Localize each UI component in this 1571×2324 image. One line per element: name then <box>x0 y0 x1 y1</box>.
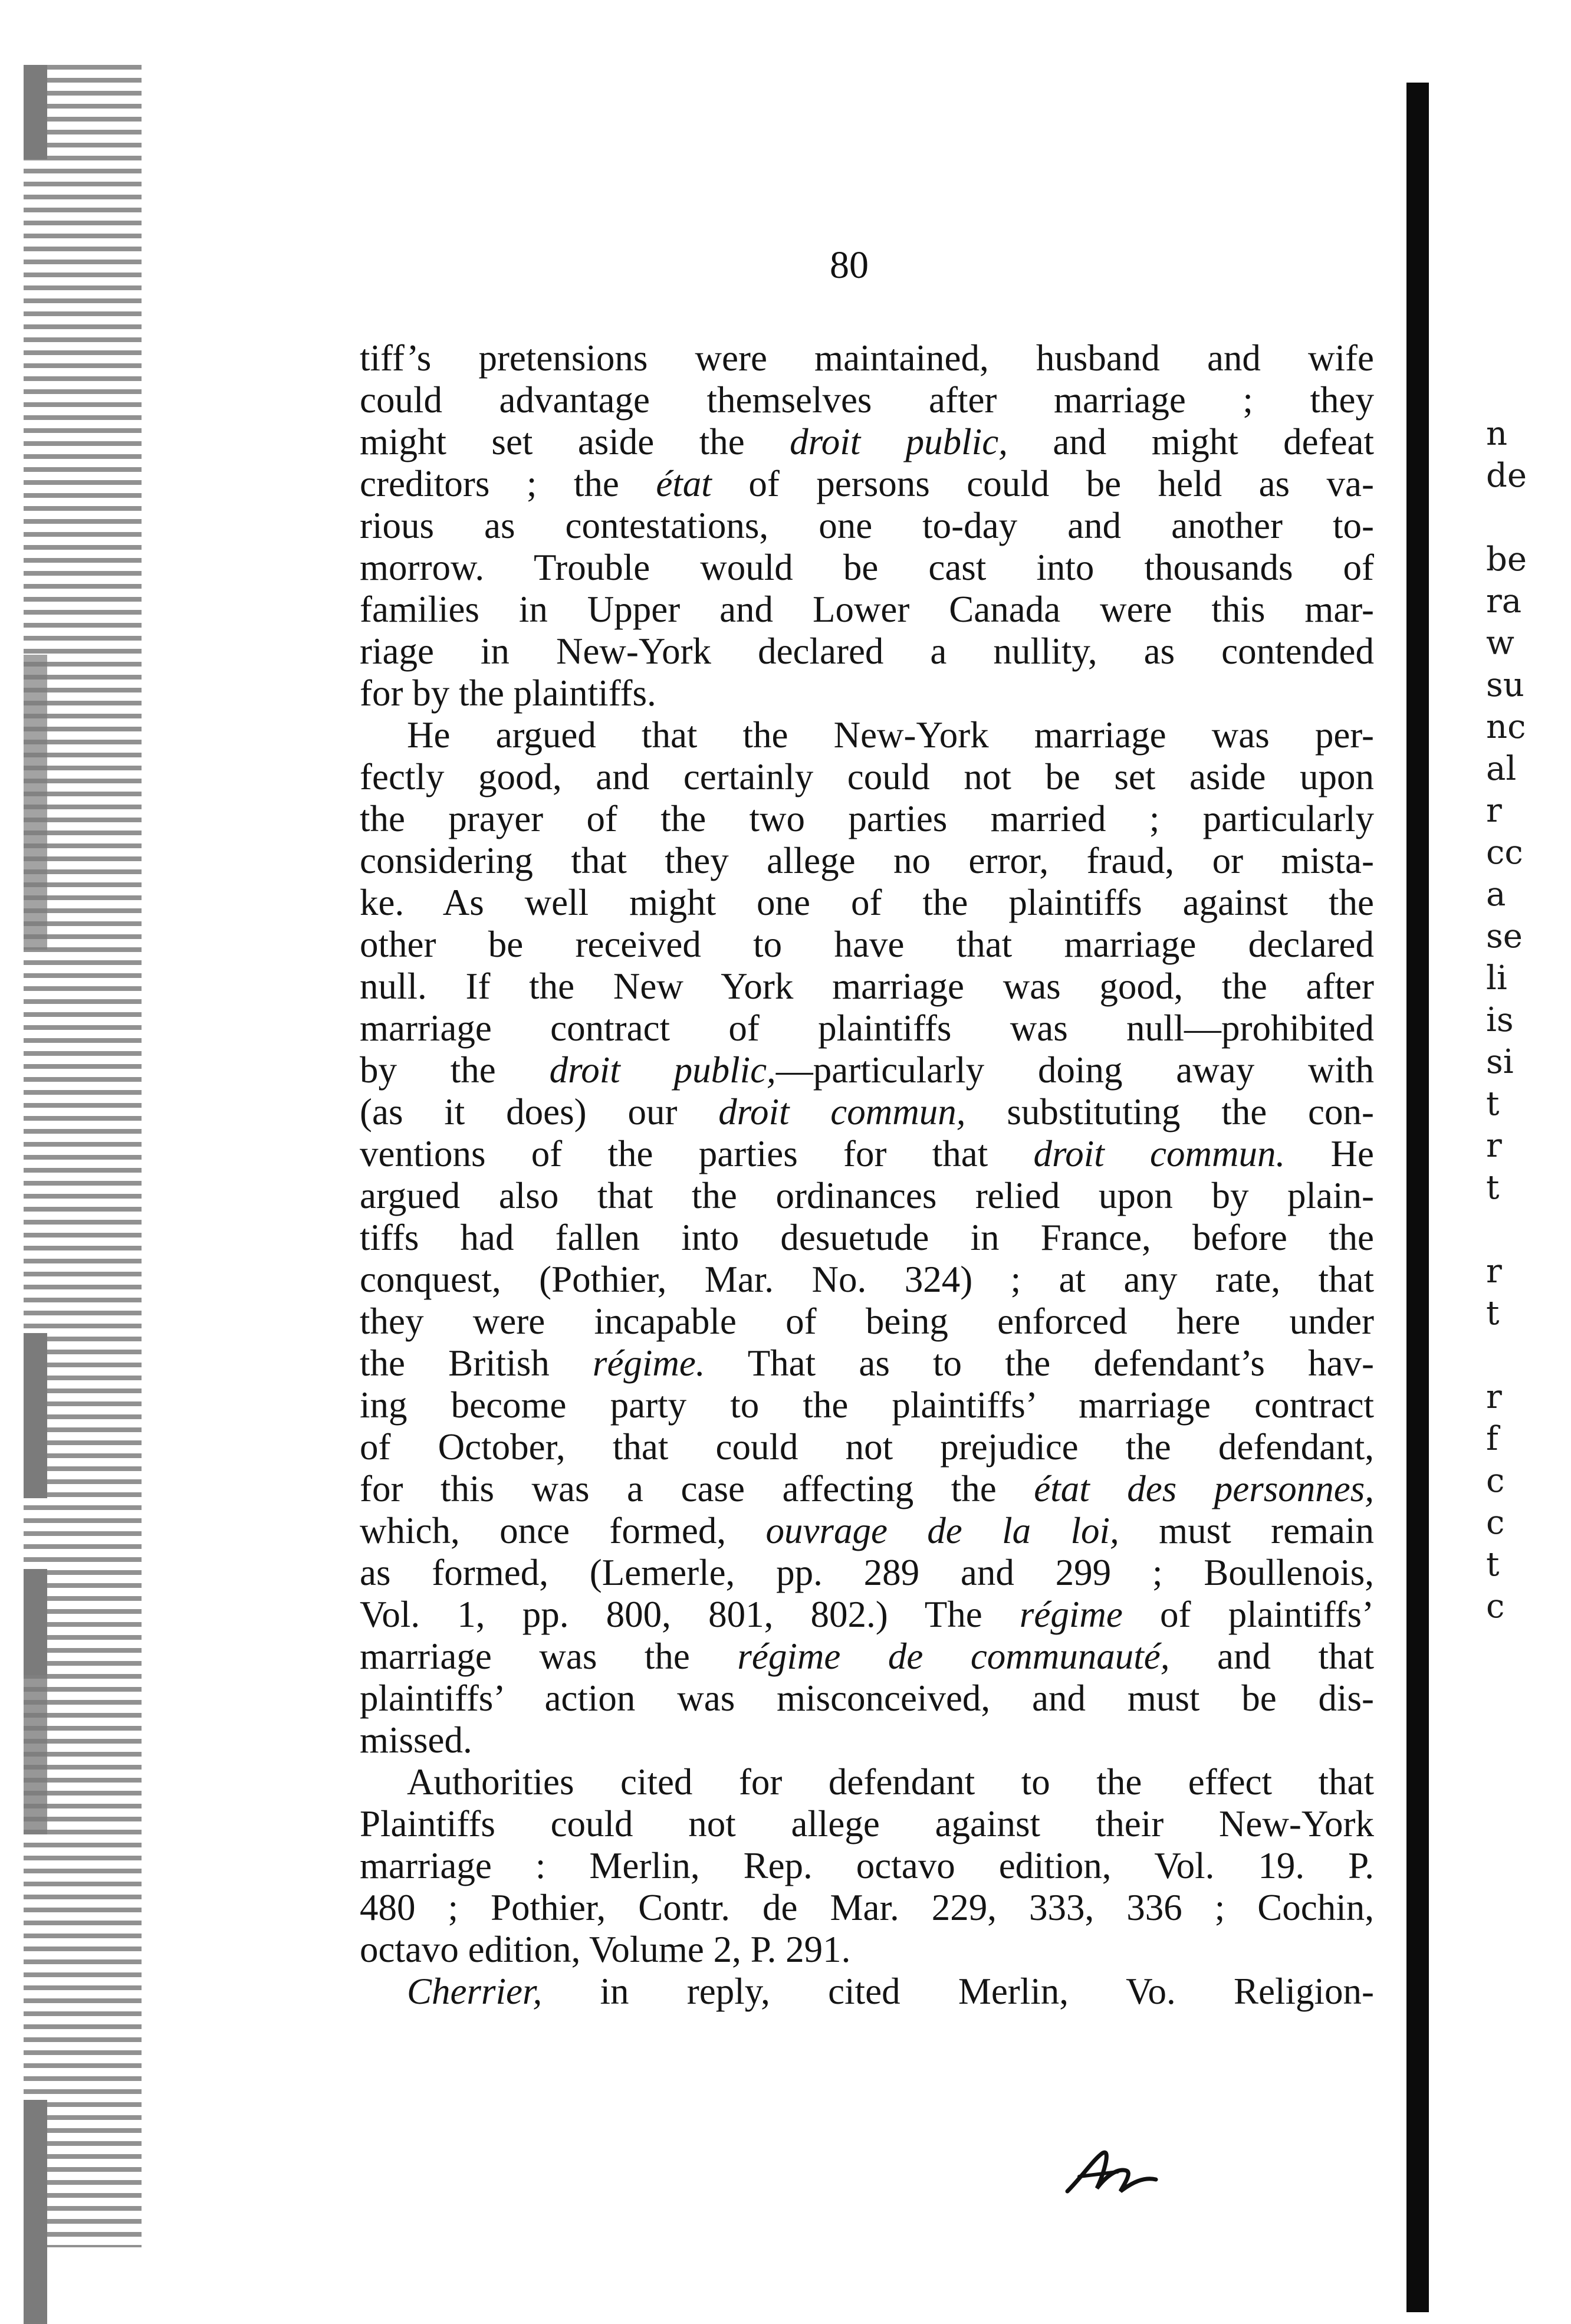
scan-shadow-mark <box>24 65 47 159</box>
bleed-fragment: se <box>1486 917 1523 956</box>
bleed-fragment: n <box>1486 415 1508 453</box>
text-line: tiff’s pretensions were maintained, husband and wife <box>360 337 1374 379</box>
text-run: might set aside the <box>360 421 790 462</box>
bleed-fragment: w <box>1486 624 1514 662</box>
bleed-fragment: c <box>1486 1504 1505 1542</box>
bleed-fragment: t <box>1486 1545 1500 1584</box>
text-line: ke. As well might one of the plaintiffs against the <box>360 882 1374 923</box>
text-line: octavo edition, Volume 2, P. 291. <box>360 1929 851 1970</box>
scan-shadow-mark <box>24 2100 47 2324</box>
text-line: Authorities cited for defendant to the effect that <box>407 1761 1374 1803</box>
bleed-fragment: r <box>1486 1127 1502 1165</box>
text-run: by the <box>360 1049 550 1091</box>
scan-binding-edge <box>24 65 142 2247</box>
handwritten-mark <box>1061 2135 1162 2206</box>
text-line: other be received to have that marriage declared <box>360 924 1374 965</box>
bleed-fragment: ra <box>1486 582 1522 621</box>
text-line: considering that they allege no error, fraud, or mista- <box>360 840 1374 881</box>
text-line: the prayer of the two parties married ; particularly <box>360 798 1374 839</box>
bleed-fragment: cc <box>1486 833 1523 872</box>
bleed-fragment: c <box>1486 1462 1505 1500</box>
scan-shadow-mark <box>24 655 47 950</box>
text-line: marriage contract of plaintiffs was null—prohibited <box>360 1007 1374 1049</box>
bleed-fragment: f <box>1486 1420 1498 1458</box>
text-run: of plaintiffs’ <box>1122 1594 1374 1635</box>
bleed-fragment: t <box>1486 1168 1500 1207</box>
text-line: could advantage themselves after marriage ; they <box>360 379 1374 421</box>
text-line: null. If the New York marriage was good, the after <box>360 966 1374 1007</box>
text-run: of persons could be held as va- <box>711 463 1374 504</box>
bleed-fragment: r <box>1486 1378 1502 1416</box>
text-line <box>360 421 1374 463</box>
text-line <box>360 463 1374 505</box>
text-line: plaintiffs’ action was misconceived, and must be dis- <box>360 1678 1374 1719</box>
text-line: argued also that the ordinances relied upon by plain- <box>360 1175 1374 1216</box>
bleed-fragment: a <box>1486 875 1506 914</box>
page-number: 80 <box>830 244 869 287</box>
text-run: (as it does) our <box>360 1091 719 1133</box>
facing-page-bleed-text <box>1486 413 1563 1627</box>
italic-term: ouvrage de la loi, <box>765 1510 1119 1551</box>
text-line: they were incapable of being enforced here under <box>360 1301 1374 1342</box>
bleed-fragment: be <box>1486 540 1527 579</box>
text-run: in reply, cited Merlin, Vo. Religion- <box>542 1971 1374 2012</box>
text-line: conquest, (Pothier, Mar. No. 324) ; at any rate, that <box>360 1259 1374 1300</box>
text-run: must remain <box>1119 1510 1375 1551</box>
bleed-fragment: nc <box>1486 708 1526 746</box>
text-line: 480 ; Pothier, Contr. de Mar. 229, 333, 336 ; Cochin, <box>360 1887 1374 1928</box>
text-run: which, once formed, <box>360 1510 766 1551</box>
italic-term: droit commun. <box>1033 1133 1286 1174</box>
italic-term: état <box>656 463 712 504</box>
bleed-fragment: r <box>1486 1252 1502 1291</box>
italic-term: régime de communauté, <box>737 1636 1170 1677</box>
text-line: for by the plaintiffs. <box>360 672 656 714</box>
bleed-fragment: r <box>1486 792 1502 830</box>
text-run: That as to the defendant’s hav- <box>705 1342 1374 1384</box>
scan-gutter-edge <box>1406 83 1429 2312</box>
text-line <box>360 1468 1374 1510</box>
text-run: the British <box>360 1342 593 1384</box>
text-run: ventions of the parties for that <box>360 1133 1034 1174</box>
text-line: rious as contestations, one to-day and another to- <box>360 505 1374 546</box>
bleed-fragment: si <box>1486 1043 1514 1081</box>
text-line: riage in New-York declared a nullity, as contended <box>360 631 1374 672</box>
text-line <box>360 1133 1374 1175</box>
bleed-fragment: t <box>1486 1085 1500 1123</box>
bleed-fragment <box>1486 1334 1563 1376</box>
text-run: Vol. 1, pp. 800, 801, 802.) The <box>360 1594 1020 1635</box>
text-line <box>360 1342 1374 1384</box>
italic-term: Cherrier, <box>407 1971 543 2012</box>
bleed-fragment: is <box>1486 1001 1514 1039</box>
italic-term: état des personnes, <box>1034 1468 1374 1509</box>
italic-term: droit public, <box>549 1049 776 1091</box>
text-line: families in Upper and Lower Canada were this mar- <box>360 589 1374 630</box>
text-line: marriage : Merlin, Rep. octavo edition, Vol. 19. P. <box>360 1845 1374 1886</box>
text-line <box>360 1636 1374 1678</box>
text-line: as formed, (Lemerle, pp. 289 and 299 ; Boullenois, <box>360 1552 1374 1593</box>
text-line: He argued that the New-York marriage was per- <box>407 714 1374 756</box>
bleed-fragment: li <box>1486 959 1507 997</box>
italic-term: régime <box>1019 1594 1123 1635</box>
text-line: ing become party to the plaintiffs’ marriage contract <box>360 1384 1374 1426</box>
bleed-fragment: t <box>1486 1294 1500 1332</box>
bleed-fragment <box>1486 497 1563 539</box>
text-line <box>360 1049 1374 1091</box>
text-line: missed. <box>360 1719 472 1761</box>
text-line: of October, that could not prejudice the defendant, <box>360 1426 1374 1468</box>
text-run: and might defeat <box>1007 421 1375 462</box>
text-line: morrow. Trouble would be cast into thousands of <box>360 547 1374 588</box>
text-run: He <box>1285 1133 1374 1174</box>
scan-shadow-mark <box>24 1657 47 1834</box>
text-run: —particularly doing away with <box>775 1049 1374 1091</box>
text-line: tiffs had fallen into desuetude in France, before the <box>360 1217 1374 1258</box>
italic-term: droit public, <box>790 421 1008 462</box>
text-run: creditors ; the <box>360 463 656 504</box>
bleed-fragment: al <box>1486 750 1517 788</box>
bleed-fragment: c <box>1486 1587 1505 1626</box>
text-line <box>360 1510 1374 1552</box>
text-run: for this was a case affecting the <box>360 1468 1034 1509</box>
text-run: marriage was the <box>360 1636 738 1677</box>
bleed-fragment: de <box>1486 457 1527 495</box>
text-line: Plaintiffs could not allege against their New-York <box>360 1803 1374 1844</box>
page-body-text <box>360 337 1374 2013</box>
text-line <box>360 1971 1374 2013</box>
text-run: substituting the con- <box>965 1091 1374 1133</box>
italic-term: droit commun, <box>718 1091 966 1133</box>
italic-term: régime. <box>592 1342 705 1384</box>
scan-shadow-mark <box>24 1333 47 1498</box>
bleed-fragment <box>1486 1209 1563 1250</box>
text-run: and that <box>1169 1636 1375 1677</box>
text-line: fectly good, and certainly could not be set aside upon <box>360 756 1374 797</box>
text-line <box>360 1091 1374 1133</box>
text-line <box>360 1594 1374 1636</box>
bleed-fragment: su <box>1486 666 1524 704</box>
